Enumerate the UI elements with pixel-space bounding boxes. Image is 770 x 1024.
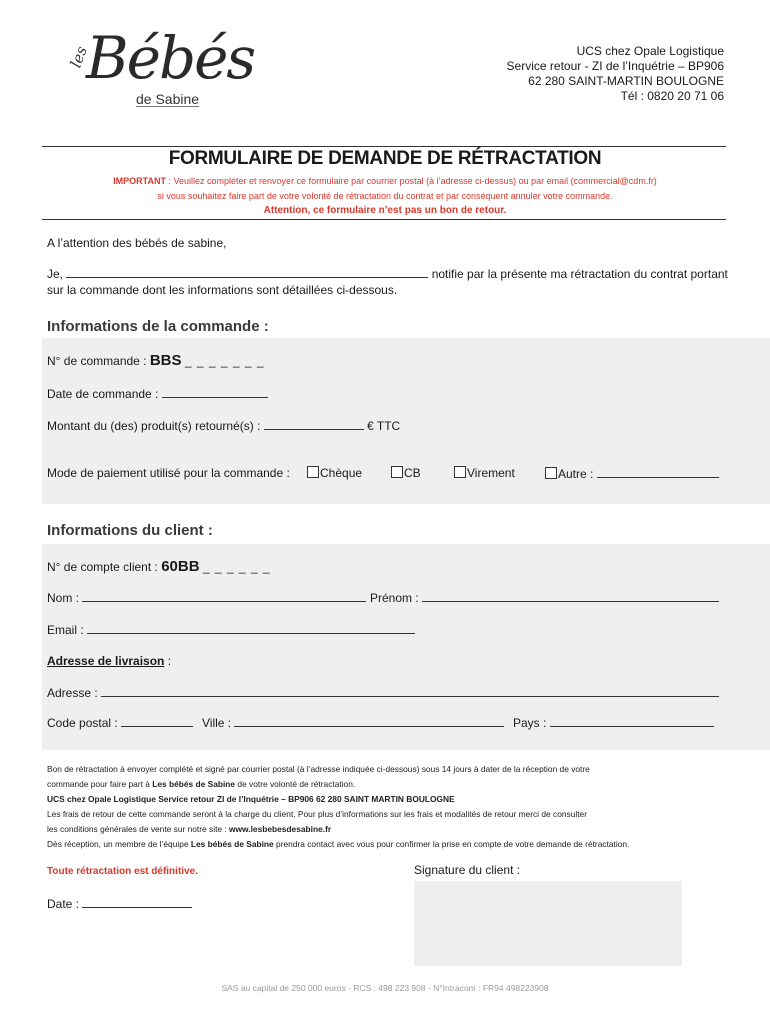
option-label: CB [404,466,421,480]
fine-print-line: Bon de rétractation à envoyer complété et signé par courrier postal (à l’adresse indiquée ci-dessous) sous 14 jours à dater de la réception de votre [47,764,590,774]
fine-print-text: de votre volonté de rétractation. [235,779,356,789]
fine-print-line [47,837,747,852]
logo-sub: de Sabine [136,91,200,107]
date-label: Date : [47,897,80,911]
brand-name-bold: Les bébés de Sabine [152,779,236,789]
brand-name-bold: Les bébés de Sabine [190,839,274,849]
city-row [47,715,727,730]
delivery-heading [47,654,171,668]
fine-print-line [47,822,747,837]
salutation: A l’attention des bébés de sabine, [47,236,227,250]
amount-label: Montant du (des) produit(s) retourné(s) : [47,419,261,433]
order-section-heading: Informations de la commande : [47,318,269,335]
order-number-field[interactable] [47,352,265,369]
autre-blank[interactable] [597,466,719,478]
important-notice-line-1 [0,176,770,186]
fine-print-line [47,777,747,792]
important-notice-text: : Veuillez compléter et renvoyer ce formulaire par courrier postal (à l’adresse ci-dessus) ou par email (commercial@cdm.fr) [166,176,657,186]
payment-label: Mode de paiement utilisé pour la commande : [47,466,290,480]
je-label: Je, [47,267,64,281]
prenom-group [370,590,719,605]
logo-les: les [66,43,91,71]
website-link[interactable]: www.lesbebesdesabine.fr [229,824,332,834]
amount-blank[interactable] [264,418,364,430]
order-date-label: Date de commande : [47,387,159,401]
name-row [47,590,727,605]
address-line-4: Tél : 0820 20 71 06 [620,89,724,103]
legal-footer: SAS au capital de 250 000 euros - RCS : 498 223 908 - N°Intracom : FR94 498223908 [221,983,549,993]
pays-group [513,715,714,730]
option-label: Chèque [320,466,363,480]
payment-option-cb[interactable] [391,466,421,480]
address-line-2: Service retour - ZI de l’Inquétrie – BP906 [506,59,724,73]
fine-print-line: Les frais de retour de cette commande seront à la charge du client. Pour plus d’informations sur les frais et modalités de retour merci de consulter [47,809,587,819]
fine-print-address: UCS chez Opale Logistique Service retour ZI de l’Inquétrie – BP906 62 280 SAINT MARTIN BOULOGNE [47,794,455,804]
top-divider [42,146,726,147]
prenom-blank[interactable] [422,590,719,602]
checkbox-icon[interactable] [307,466,319,478]
checkbox-icon[interactable] [545,467,557,479]
name-blank[interactable] [66,266,428,278]
brand-logo [62,18,255,114]
fine-print-text: commande pour faire part à [47,779,153,789]
option-label: Autre : [558,467,594,481]
fine-print-text: prendra contact avec vous pour confirmer la prise en compte de votre demande de rétractation. [273,839,630,849]
checkbox-icon[interactable] [454,466,466,478]
notifie-text: notifie par la présente ma rétractation du contrat portant [431,267,728,281]
order-date-blank[interactable] [162,386,268,398]
intro-line-2: sur la commande dont les informations sont détaillées ci-dessous. [47,283,398,297]
delivery-colon: : [164,654,172,668]
email-label: Email : [47,623,84,637]
address-field [47,685,719,700]
logo-main: Bébés [86,24,255,92]
order-date-field[interactable] [47,386,268,401]
payment-option-virement[interactable] [454,466,515,480]
account-dashes: _ _ _ _ _ _ [202,560,271,574]
fine-print [47,762,747,852]
adresse-label: Adresse : [47,686,98,700]
intro-line-1 [47,266,728,281]
delivery-heading-text: Adresse de livraison [47,654,165,668]
amount-field[interactable] [47,418,400,433]
order-prefix: BBS [149,352,182,369]
date-blank[interactable] [82,896,192,908]
return-address [507,44,724,104]
attention-notice: Attention, ce formulaire n’est pas un bon de retour. [263,205,507,216]
amount-unit: € TTC [367,419,401,433]
email-field [47,622,415,637]
date-field [47,896,192,911]
signature-label: Signature du client : [414,863,521,877]
adresse-blank[interactable] [101,685,719,697]
cp-blank[interactable] [121,715,193,727]
payment-option-cheque[interactable] [307,466,362,480]
address-line-3: 62 280 SAINT-MARTIN BOULOGNE [528,74,724,88]
email-blank[interactable] [87,622,415,634]
pays-label: Pays : [513,716,547,730]
payment-option-autre[interactable] [545,466,719,481]
cp-label: Code postal : [47,716,118,730]
nom-blank[interactable] [82,590,366,602]
notice-divider [42,219,726,220]
ville-label: Ville : [202,716,232,730]
ville-group [202,715,504,730]
account-prefix: 60BB [161,558,200,575]
address-line-1: UCS chez Opale Logistique [576,44,724,58]
option-label: Virement [467,466,515,480]
fine-print-text: Dès réception, un membre de l’équipe [47,839,191,849]
definitive-warning: Toute rétractation est définitive. [47,866,198,877]
important-notice-line-2: si vous souhaitez faire part de votre volonté de rétractation du contrat et par conséquent annuler votre commande. [157,191,613,201]
payment-method-field [47,466,747,480]
account-number-field[interactable] [47,558,271,575]
order-number-label: N° de commande : [47,354,150,368]
client-section-heading: Informations du client : [47,522,213,539]
checkbox-icon[interactable] [391,466,403,478]
nom-label: Nom : [47,591,80,605]
account-label: N° de compte client : [47,560,162,574]
prenom-label: Prénom : [370,591,419,605]
signature-box[interactable] [414,881,682,966]
pays-blank[interactable] [550,715,714,727]
ville-blank[interactable] [234,715,504,727]
page-title: FORMULAIRE DE DEMANDE DE RÉTRACTATION [168,148,602,169]
fine-print-text: les conditions générales de vente sur notre site : [47,824,230,834]
order-dashes: _ _ _ _ _ _ _ [184,354,265,368]
important-label: IMPORTANT [113,176,166,186]
